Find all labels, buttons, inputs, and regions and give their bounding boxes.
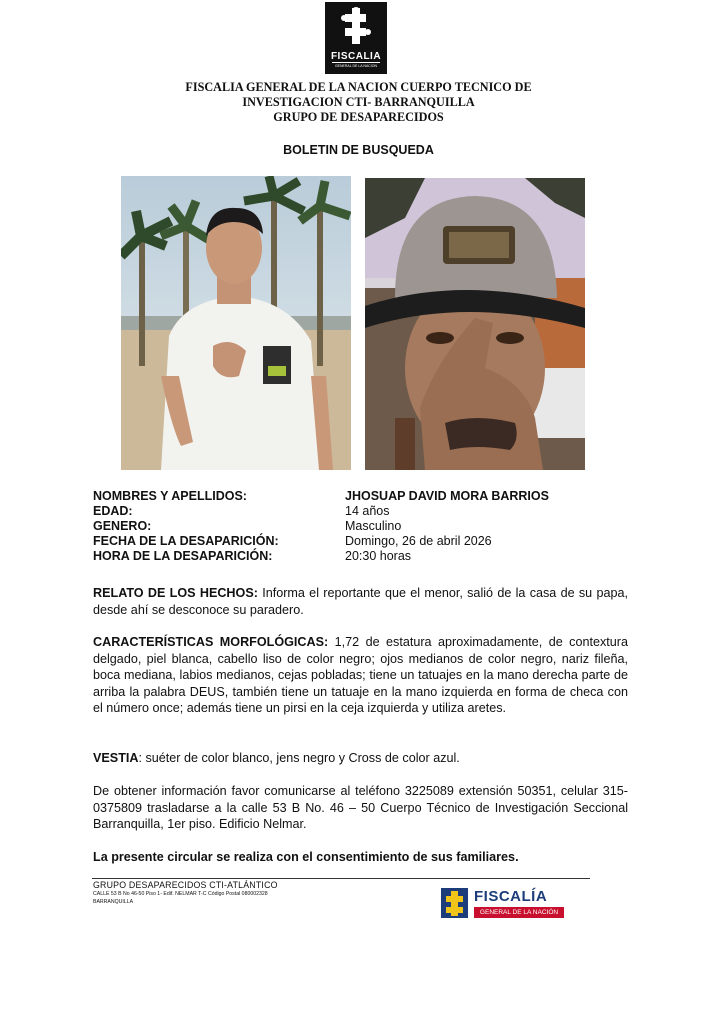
clothing-heading: VESTIA — [93, 751, 139, 765]
contact-paragraph: De obtener información favor comunicarse al teléfono 3225089 extensión 50351, celular 315-0375809 trasladarse a la calle 53 B No. 46 – 50 Cuerpo Técnico de Investigación Seccional Barranquilla, 1er piso. Edificio Nelmar. — [93, 784, 628, 831]
detail-row-time — [93, 549, 633, 564]
person-photo-image — [121, 176, 351, 470]
narrative-paragraph — [93, 585, 628, 618]
narrative-text: Informa el reportante que el menor, salió de la casa de su papa, desde ahí se desconoce su paradero. — [93, 586, 628, 617]
detail-label: FECHA DE LA DESAPARICIÓN: — [93, 534, 279, 548]
features-paragraph — [93, 634, 628, 717]
detail-label: NOMBRES Y APELLIDOS: — [93, 489, 247, 503]
detail-value: 20:30 horas — [345, 549, 412, 563]
logo-subtitle: GENERAL DE LA NACION — [332, 62, 380, 68]
features-heading: CARACTERÍSTICAS MORFOLÓGICAS: — [93, 635, 329, 649]
narrative-heading: RELATO DE LOS HECHOS: — [93, 586, 258, 600]
puzzle-emblem-icon — [339, 6, 373, 50]
footer-divider — [92, 878, 590, 879]
fiscalia-logo — [325, 2, 387, 74]
footer-logo-word: FISCALÍA — [474, 888, 548, 905]
clothing-text: : suéter de color blanco, jens negro y Cross de color azul. — [138, 751, 460, 765]
person-photo-image — [365, 178, 585, 470]
header-line-2: INVESTIGACION CTI- BARRANQUILLA — [242, 95, 475, 109]
detail-row-gender — [93, 519, 633, 534]
detail-row-name — [93, 489, 633, 504]
footer-city: BARRANQUILLA — [93, 899, 134, 905]
header-line-3: GRUPO DE DESAPARECIDOS — [273, 110, 444, 124]
footer-title: GRUPO DESAPARECIDOS CTI-ATLÁNTICO — [93, 880, 278, 890]
footer-address — [93, 880, 413, 906]
features-text: 1,72 de estatura aproximadamente, de contextura delgado, piel blanca, cabello liso de color negro; ojos medianos de color negro, nariz fileña, boca mediana, labios medianos, cejas pobladas; tiene un tatuajes en la mano derecha parte de arriba la palabra DEUS, también tiene un tatuaje en la mano izquierda en forma de checa con el número once; además tiene un pirsi en la ceja izquierda y utiliza aretes. — [93, 635, 628, 715]
detail-label: EDAD: — [93, 504, 133, 518]
fiscalia-footer-logo — [441, 888, 566, 920]
clothing-paragraph — [93, 750, 628, 767]
footer-street: CALLE 53 B No 46-50 Piso 1- Edif. NELMAR T-C Código Postal 080002328 — [93, 891, 268, 897]
person-details — [93, 489, 633, 564]
puzzle-emblem-icon — [441, 888, 468, 918]
detail-value: 14 años — [345, 504, 390, 518]
detail-label: GENERO: — [93, 519, 152, 533]
detail-value: JHOSUAP DAVID MORA BARRIOS — [345, 489, 549, 503]
institution-header — [80, 80, 637, 125]
detail-row-date — [93, 534, 633, 549]
detail-value: Masculino — [345, 519, 402, 533]
detail-label: HORA DE LA DESAPARICIÓN: — [93, 549, 273, 563]
logo-word: FISCALIA — [330, 51, 382, 62]
detail-row-age — [93, 504, 633, 519]
photo-beach — [121, 176, 351, 470]
consent-note: La presente circular se realiza con el consentimiento de sus familiares. — [93, 850, 519, 864]
detail-value: Domingo, 26 de abril 2026 — [345, 534, 492, 548]
header-line-1: FISCALIA GENERAL DE LA NACION CUERPO TECNICO DE — [185, 80, 532, 94]
photo-cap — [365, 178, 585, 470]
footer-logo-subtitle: GENERAL DE LA NACIÓN — [474, 907, 564, 918]
bulletin-title: BOLETIN DE BUSQUEDA — [283, 143, 434, 157]
